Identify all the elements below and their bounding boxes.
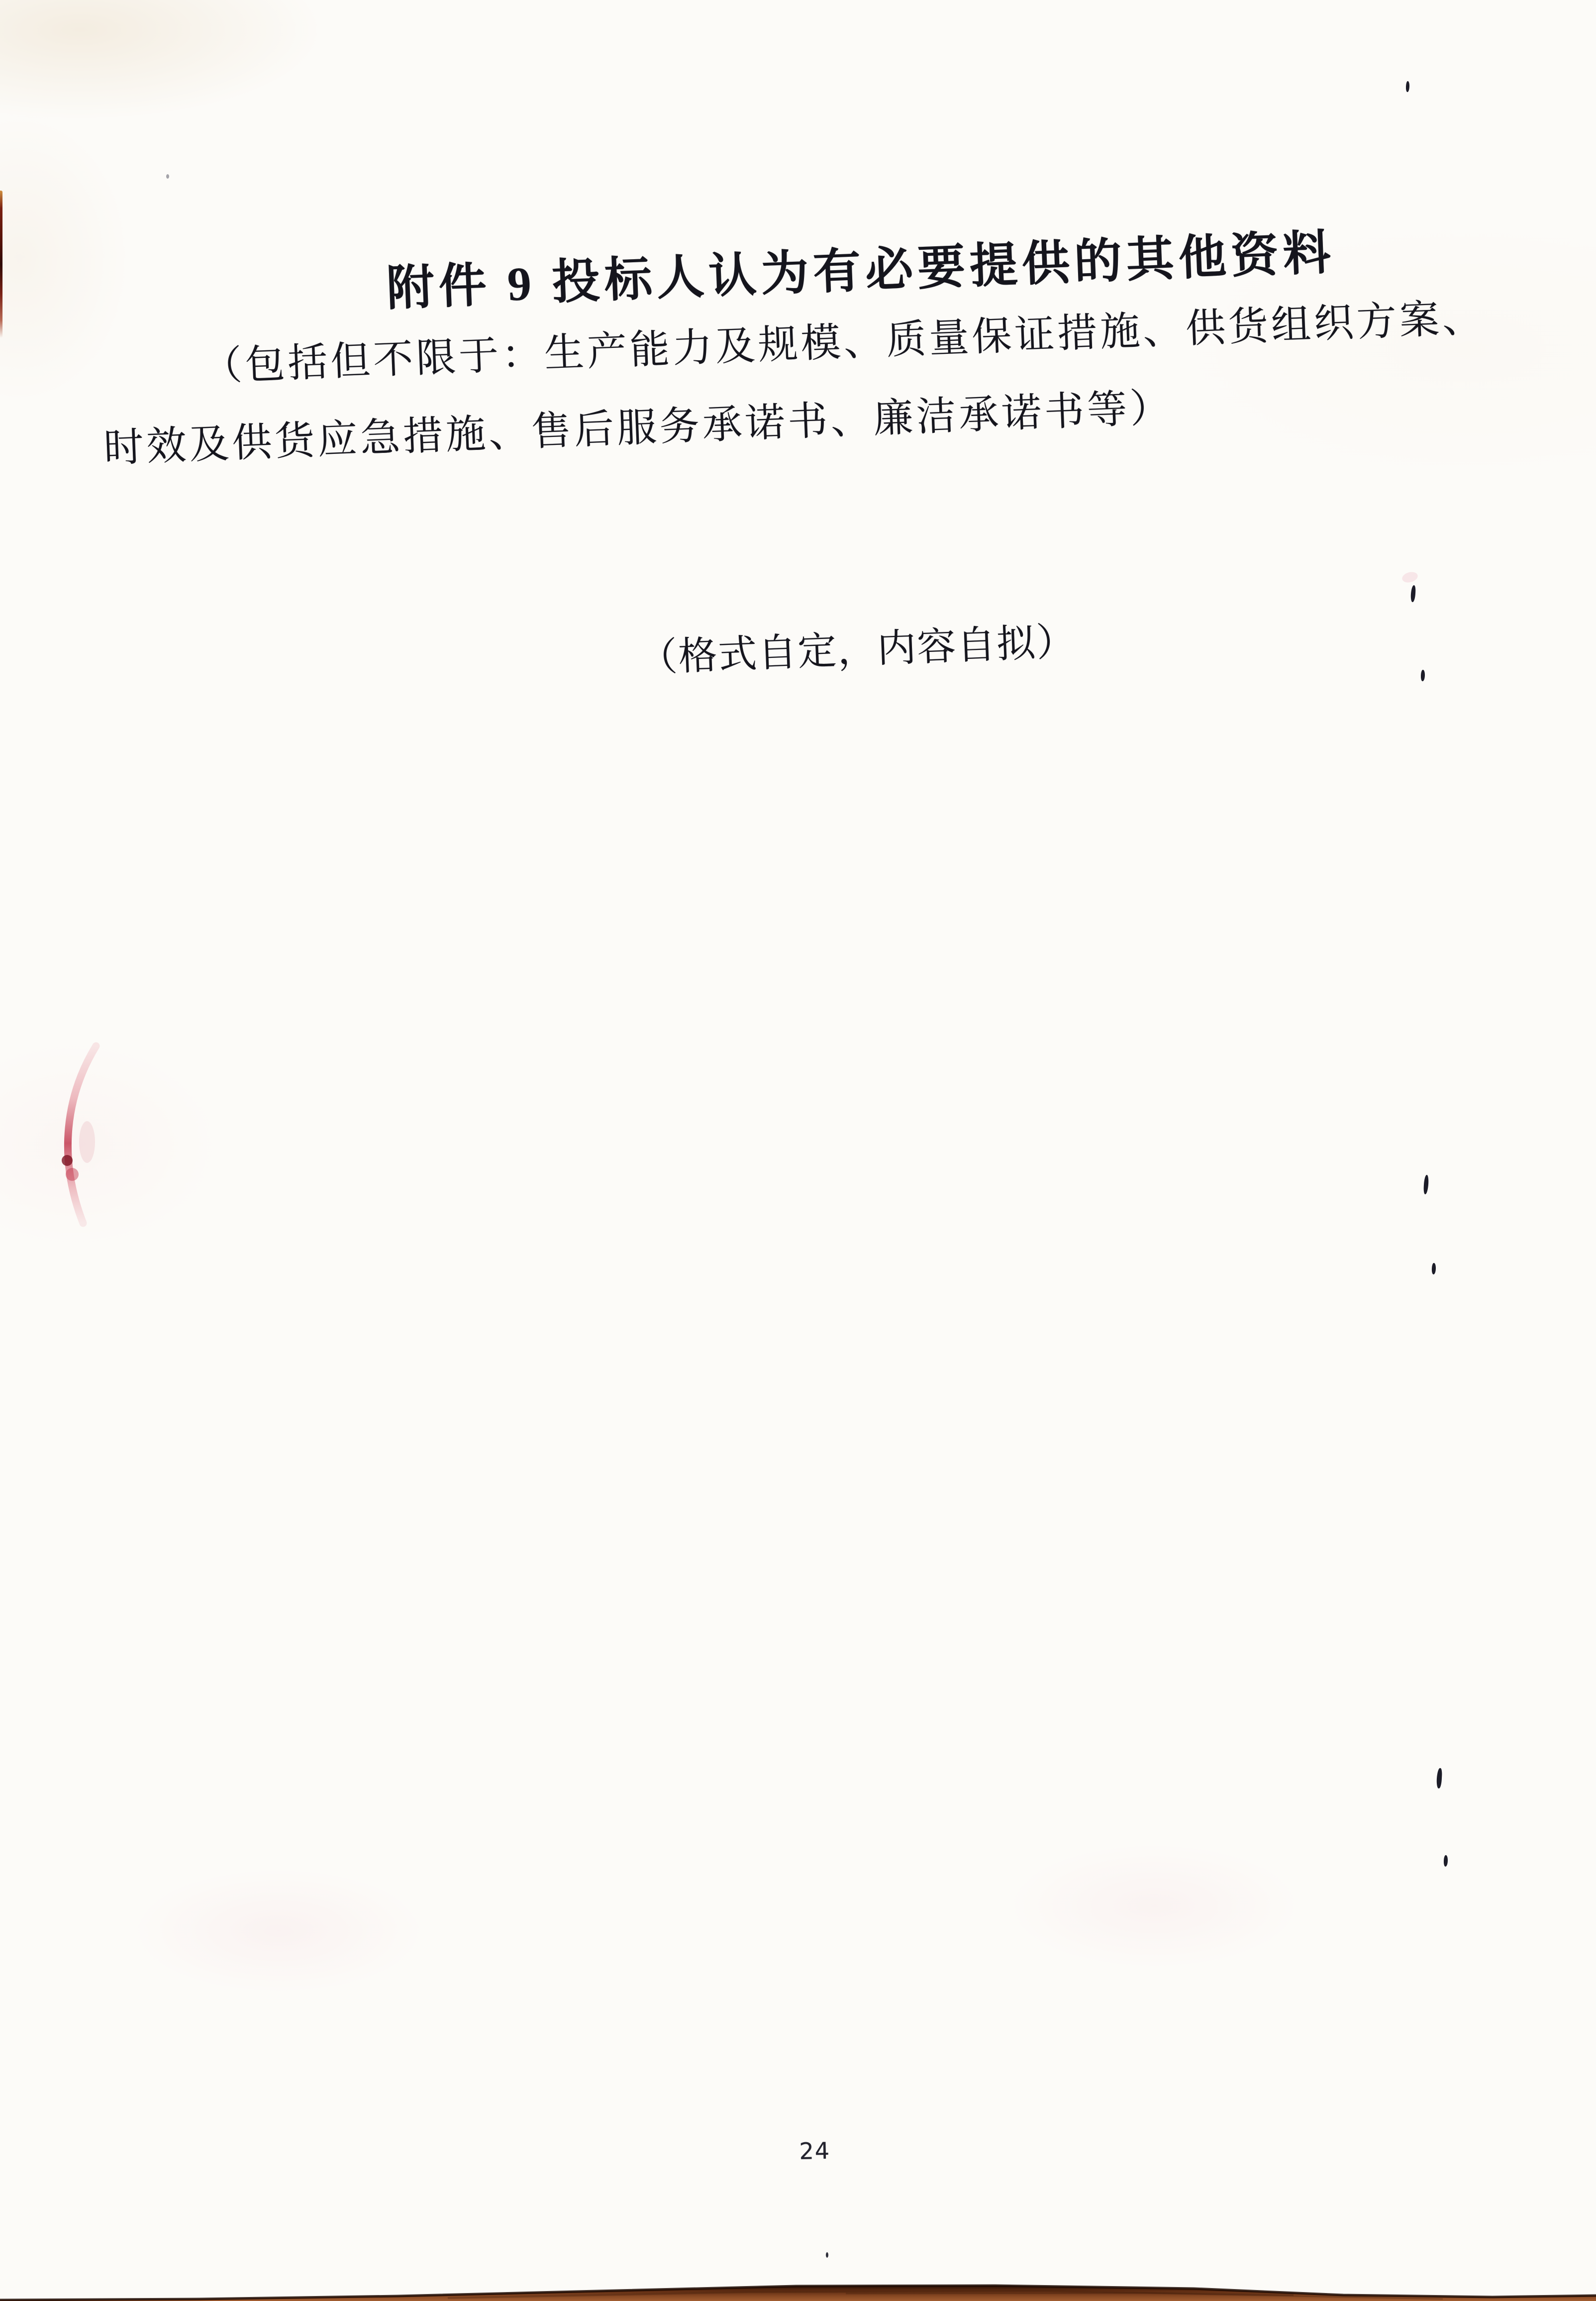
red-ink-streak — [0, 191, 2, 338]
binding-tick-mark — [1405, 81, 1409, 92]
binding-tick-mark — [1436, 1768, 1442, 1788]
page-title: 附件 9 投标人认为有必要提供的其他资料 — [385, 225, 1336, 315]
binding-tick-mark — [1423, 1175, 1429, 1194]
dust-speck — [166, 174, 169, 179]
binding-tick-mark — [1420, 670, 1425, 681]
wood-desk-strip — [0, 2256, 1596, 2301]
paragraph-line-1: （包括但不限于：生产能力及规模、质量保证措施、供货组织方案、 — [201, 296, 1486, 389]
binding-tick-mark — [1443, 1855, 1448, 1867]
stamp-smudge — [79, 1121, 95, 1163]
stamp-light-blob — [66, 1168, 79, 1181]
pink-smudge — [1401, 570, 1419, 584]
binding-tick-mark — [1431, 1263, 1436, 1274]
page-number: 24 — [798, 2137, 831, 2165]
format-note: （格式自定，内容自拟） — [637, 620, 1077, 680]
red-stamp-arc — [47, 1040, 112, 1229]
paragraph-line-2: 时效及供货应急措施、售后服务承诺书、廉洁承诺书等） — [103, 386, 1174, 471]
stamp-dark-blob — [62, 1155, 73, 1166]
binding-tick-mark — [1410, 585, 1416, 602]
